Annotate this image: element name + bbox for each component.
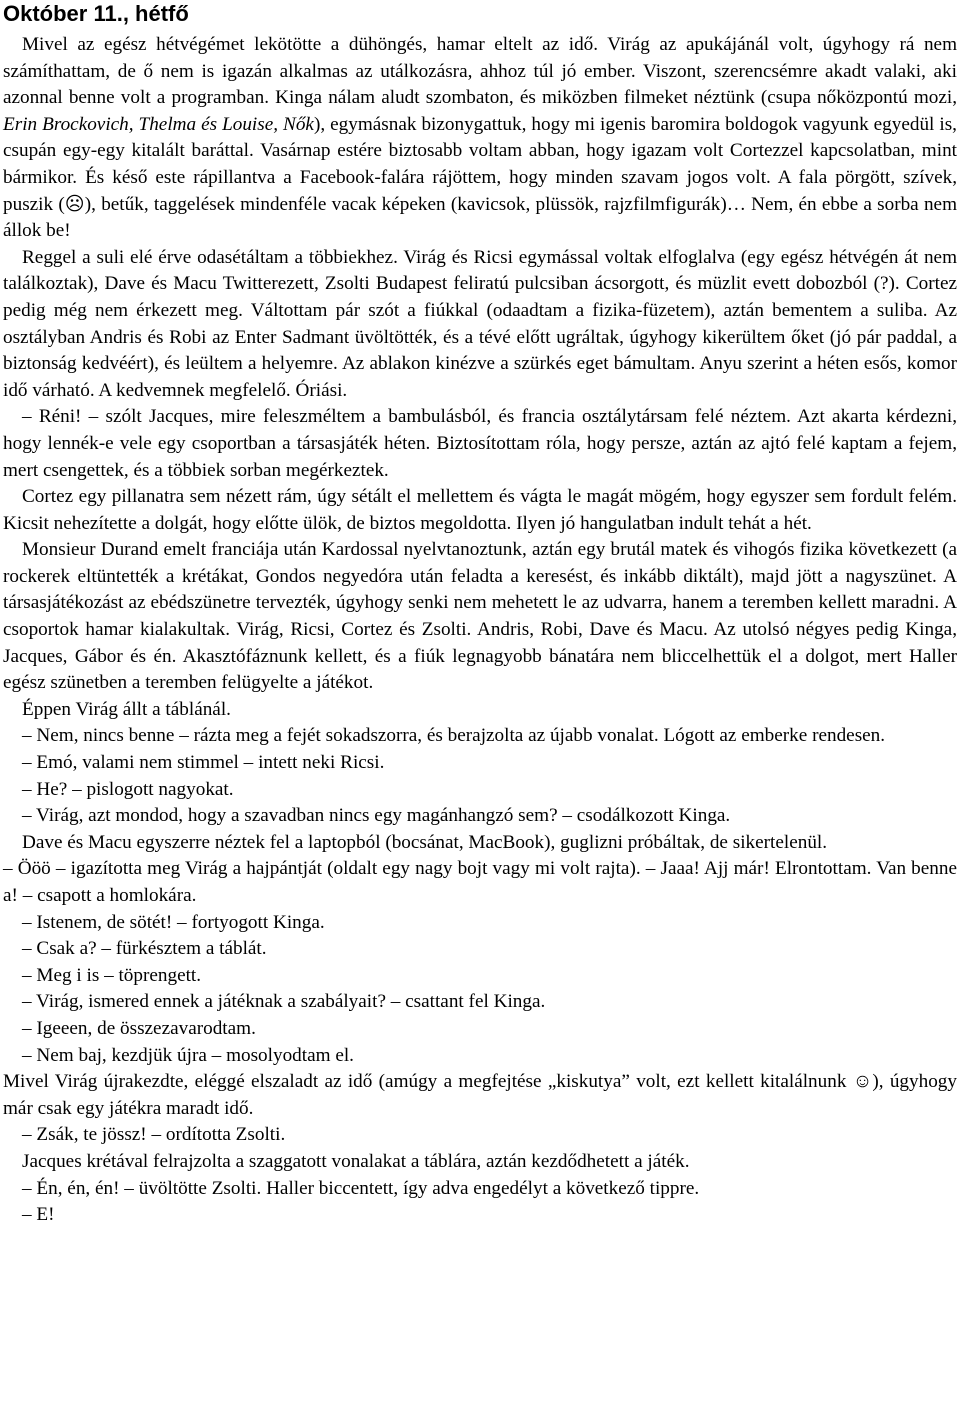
paragraph <box>3 750 957 777</box>
paragraph <box>3 537 957 697</box>
paragraph <box>3 723 957 750</box>
paragraph <box>3 803 957 830</box>
paragraph <box>3 777 957 804</box>
paragraph <box>3 989 957 1016</box>
text-run: Monsieur Durand emelt franciája után Kardossal nyelvtanoztunk, aztán egy brutál matek és vihogós fizika következett (a rockerek eltüntették a krétákat, Gondos negyedóra után feladta a keresést, és inkább diktált), majd jött a nagyszünet. A társasjátékozást az ebédszünetre tervezték, úgyhogy senki nem mehetett le az udvarra, hanem a teremben kellett maradni. A csoportok hamar kialakultak. Virág, Ricsi, Cortez és Zsolti. Andris, Robi, Dave és Macu. Az utolsó négyes pedig Kinga, Jacques, Gábor és én. Akasztófáznunk kellett, és a fiúk legnagyobb bánatára nem bliccelhettük el a dolgot, mert Haller egész szünetben a teremben felügyelte a játékot. <box>3 539 957 694</box>
page-title: Október 11., hétfő <box>3 1 189 26</box>
paragraph <box>3 936 957 963</box>
text-run: – Virág, azt mondod, hogy a szavadban nincs egy magánhangzó sem? – csodálkozott Kinga. <box>22 805 731 827</box>
text-run: – Meg i is – töprengett. <box>22 964 202 986</box>
text-run: – Virág, ismered ennek a játéknak a szabályait? – csattant fel Kinga. <box>22 991 546 1013</box>
paragraph <box>3 1202 957 1229</box>
paragraph <box>3 1176 957 1203</box>
text-run: – Én, én, én! – üvöltötte Zsolti. Haller biccentett, így adva engedélyt a következő tippre. <box>22 1177 700 1199</box>
text-run: Dave és Macu egyszerre néztek fel a laptopból (bocsánat, MacBook), guglizni próbáltak, de sikertelenül. <box>22 831 828 853</box>
text-run: – Nem, nincs benne – rázta meg a fejét sokadszorra, és berajzolta az újabb vonalat. Lógott az emberke rendesen. <box>22 725 886 747</box>
paragraph <box>3 830 957 857</box>
text-run: – Igeeen, de összezavarodtam. <box>22 1017 256 1039</box>
text-run: Mivel Virág újrakezdte, eléggé elszaladt az idő (amúgy a megfejtése „kiskutya” volt, ezt kellett kitalálnunk ☺), úgyhogy már csak egy játékra maradt idő. <box>3 1071 957 1119</box>
text-run: Éppen Virág állt a táblánál. <box>22 698 231 720</box>
paragraph <box>3 910 957 937</box>
text-run: – He? – pislogott nagyokat. <box>22 778 234 800</box>
text-run: – Réni! – szólt Jacques, mire feleszméltem a bambulásból, és francia osztálytársam felé néztem. Azt akarta kérdezni, hogy lennék-e vele egy csoportban a társasjáték héten. Biztosítottam róla, hogy persze, aztán az ajtó felé kaptam a fejem, mert csengettek, és a többiek sorban megérkeztek. <box>3 406 957 481</box>
text-run: ), egymásnak bizonygattuk, hogy mi igenis baromira boldogok vagyunk egyedül is, csupán egy-egy kitalált baráttal. Vasárnap estére biztosabb voltam abban, hogy igazam volt Cortezzel kapcsolatban, mint bármikor. És késő este rápillantva a Facebook-falára rájöttem, hogy minden szavam jogos volt. A fala pörgött, szívek, puszik (☹), betűk, taggelések mindenféle vacak képeken (kavicsok, plüssök, rajzfilmfigurák)… Nem, én ebbe a sorba nem állok be! <box>3 113 957 242</box>
paragraph <box>3 1016 957 1043</box>
text-run: – Istenem, de sötét! – fortyogott Kinga. <box>22 911 325 933</box>
text-run: Jacques krétával felrajzolta a szaggatott vonalakat a táblára, aztán kezdődhetett a játék. <box>22 1150 690 1172</box>
paragraph <box>3 1149 957 1176</box>
paragraph <box>3 1069 957 1122</box>
paragraph <box>3 697 957 724</box>
paragraph <box>3 32 957 245</box>
paragraph <box>3 963 957 990</box>
text-run: Mivel az egész hétvégémet lekötötte a dühöngés, hamar eltelt az idő. Virág az apukájánál volt, úgyhogy rá nem számíthattam, de ő nem is igazán alkalmas az utálkozásra, ahhoz túl jó ember. Viszont, szerencsémre akadt valaki, aki azonnal benne volt a programban. Kinga nálam aludt szombaton, és miközben filmeket néztünk (csupa nőközpontú mozi, <box>3 34 957 109</box>
text-run: – Csak a? – fürkésztem a táblát. <box>22 938 267 960</box>
text-run: – Ööö – igazította meg Virág a hajpántját (oldalt egy nagy bojt vagy mi volt rajta). – Jaaa! Ajj már! Elrontottam. Van benne a! – csapott a homlokára. <box>3 858 957 906</box>
paragraph <box>3 856 957 909</box>
text-run: – Nem baj, kezdjük újra – mosolyodtam el. <box>22 1044 354 1066</box>
paragraph <box>3 245 957 405</box>
paragraph <box>3 1043 957 1070</box>
paragraph <box>3 1122 957 1149</box>
text-run: – Zsák, te jössz! – ordította Zsolti. <box>22 1124 286 1146</box>
document-body <box>3 32 957 1229</box>
paragraph <box>3 404 957 484</box>
italic-run: Erin Brockovich, Thelma és Louise, Nők <box>3 113 314 135</box>
paragraph <box>3 484 957 537</box>
text-run: – Emó, valami nem stimmel – intett neki Ricsi. <box>22 752 385 774</box>
text-run: – E! <box>22 1204 55 1226</box>
text-run: Cortez egy pillanatra sem nézett rám, úgy sétált el mellettem és vágta le magát mögém, hogy egyszer sem fordult felém. Kicsit nehezítette a dolgát, hogy előtte ülök, de biztos megoldotta. Ilyen jó hangulatban indult tehát a hét. <box>3 486 957 534</box>
text-run: Reggel a suli elé érve odasétáltam a többiekhez. Virág és Ricsi egymással voltak elfoglalva (egy egész hétvégén át nem találkoztak), Dave és Macu Twitterezett, Zsolti Budapest feliratú pulcsiban ácsorgott, és müzlit evett dobozból (?). Cortez pedig még nem érkezett meg. Váltottam pár szót a fiúkkal (odaadtam a fizika-füzetem), aztán bementem a suliba. Az osztályban Andris és Robi az Enter Sadmant üvöltötték, és a tévé előtt ugráltak, úgyhogy kikerültem őket (jó pár paddal, a biztonság kedvéért), és leültem a helyemre. Az ablakon kinézve a szürkés eget bámultam. Anyu szerint a héten esős, komor idő várható. A kedvemnek megfelelő. Óriási. <box>3 246 957 401</box>
